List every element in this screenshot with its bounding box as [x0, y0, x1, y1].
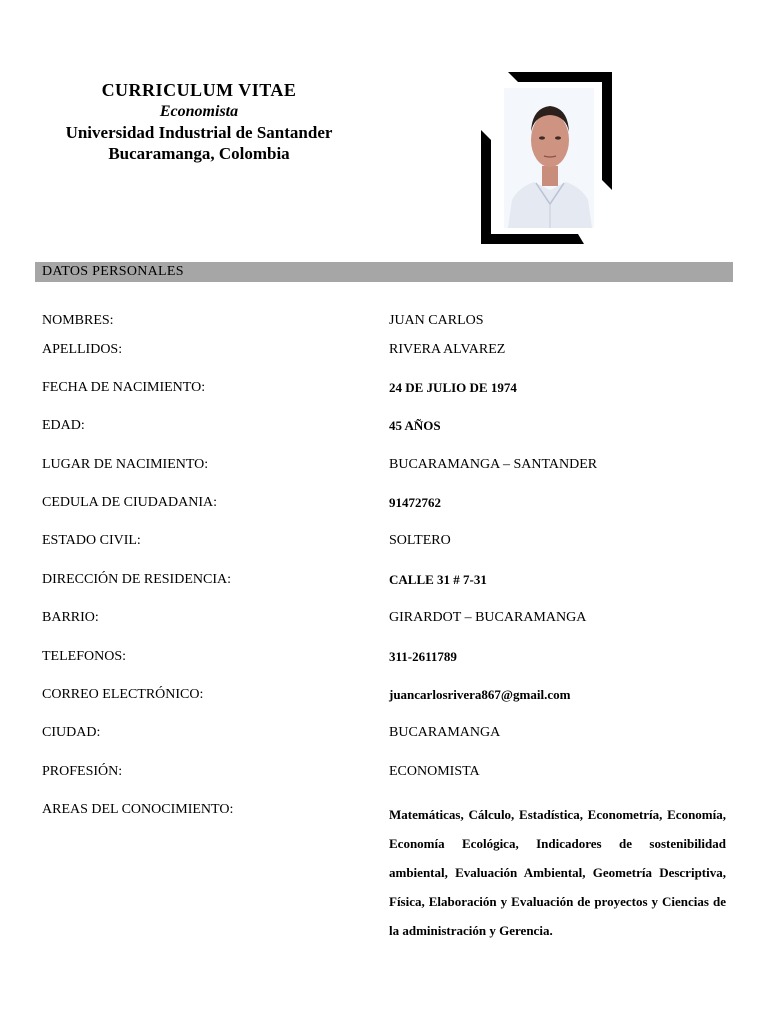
- label-direccion: DIRECCIÓN DE RESIDENCIA:: [42, 572, 231, 587]
- photo-eye-right: [555, 136, 561, 139]
- city-name: Bucaramanga, Colombia: [108, 144, 290, 163]
- value-estado-civil: SOLTERO: [389, 533, 451, 548]
- photo-eye-left: [539, 136, 545, 139]
- document-title: CURRICULUM VITAE: [101, 80, 297, 100]
- label-profesion: PROFESIÓN:: [42, 764, 123, 779]
- label-estado-civil: ESTADO CIVIL:: [42, 533, 141, 548]
- label-telefonos: TELEFONOS:: [42, 649, 126, 664]
- value-apellidos: RIVERA ALVAREZ: [389, 342, 506, 357]
- value-barrio: GIRARDOT – BUCARAMANGA: [389, 610, 587, 625]
- university-name: Universidad Industrial de Santander: [65, 123, 333, 142]
- value-telefonos: 311-2611789: [389, 649, 457, 664]
- cv-header: [40, 80, 358, 164]
- value-correo: juancarlosrivera867@gmail.com: [389, 687, 571, 702]
- value-cedula: 91472762: [389, 495, 441, 510]
- label-apellidos: APELLIDOS:: [42, 342, 123, 357]
- label-lugar-nacimiento: LUGAR DE NACIMIENTO:: [42, 457, 209, 472]
- label-edad: EDAD:: [42, 418, 85, 433]
- value-areas-conocimiento: Matemáticas, Cálculo, Estadística, Econometría, Economía, Economía Ecológica, Indicadores de sostenibilidad ambiental, Evaluación Ambiental, Geometría Descriptiva, Física, Elaboración y Evaluación de proyectos y Ciencias de la administración y Gerencia.: [389, 807, 726, 938]
- label-areas-conocimiento: AREAS DEL CONOCIMIENTO:: [42, 802, 234, 817]
- value-profesion: ECONOMISTA: [389, 764, 480, 779]
- label-ciudad: CIUDAD:: [42, 725, 101, 740]
- photo-neck: [542, 166, 558, 186]
- section-datos-personales: DATOS PERSONALES: [35, 262, 733, 282]
- label-nombres: NOMBRES:: [42, 313, 114, 328]
- label-fecha-nacimiento: FECHA DE NACIMIENTO:: [42, 380, 206, 395]
- label-correo: CORREO ELECTRÓNICO:: [42, 687, 204, 702]
- profession-subtitle: Economista: [159, 103, 239, 120]
- profile-photo: [478, 70, 614, 246]
- value-nombres: JUAN CARLOS: [389, 313, 484, 328]
- value-ciudad: BUCARAMANGA: [389, 725, 501, 740]
- value-fecha-nacimiento: 24 DE JULIO DE 1974: [389, 380, 517, 395]
- value-lugar-nacimiento: BUCARAMANGA – SANTANDER: [389, 457, 598, 472]
- value-edad: 45 AÑOS: [389, 418, 441, 433]
- profile-photo-frame: [478, 70, 614, 246]
- label-barrio: BARRIO:: [42, 610, 99, 625]
- value-direccion: CALLE 31 # 7-31: [389, 572, 487, 587]
- photo-face: [531, 113, 569, 167]
- label-cedula: CEDULA DE CIUDADANIA:: [42, 495, 217, 510]
